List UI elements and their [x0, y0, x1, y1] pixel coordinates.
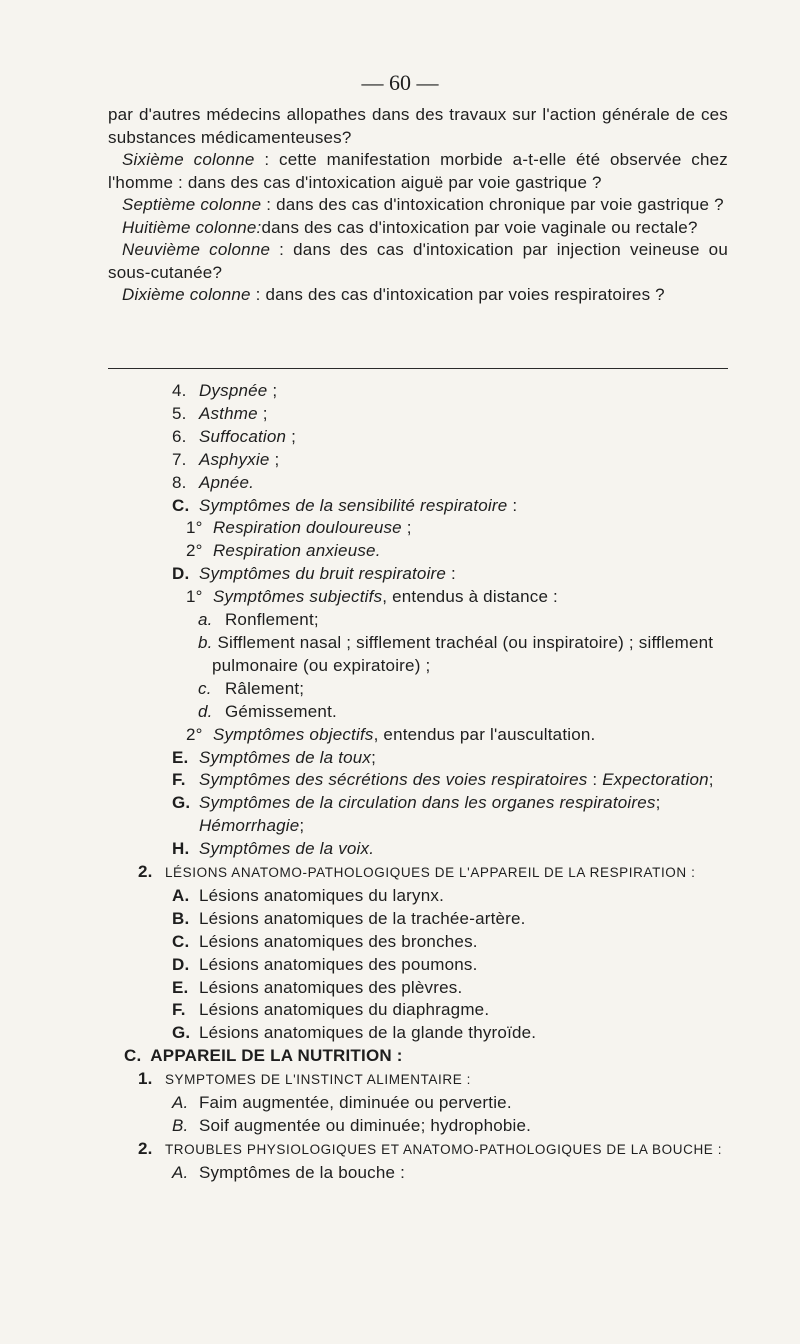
dixieme-label: Dixième colonne [122, 285, 251, 304]
section-number: 2. [138, 862, 153, 882]
item-number: 7. [172, 449, 187, 469]
item-text: Suffocation [198, 426, 287, 446]
intro-line: par d'autres médecins allopathes dans des travaux sur l'action générale de ces substances médicamenteuses? [108, 105, 728, 147]
item-text: Gémissement. [224, 701, 337, 721]
list-item [108, 426, 728, 449]
septieme-label: Septième colonne [122, 195, 262, 214]
section-1-heading [108, 1068, 728, 1092]
item-text: Respiration douloureuse [212, 518, 402, 538]
item-mark: E. [172, 977, 189, 997]
section-e-heading [108, 747, 728, 770]
septieme-paragraph [108, 194, 728, 217]
section-mark: C. [124, 1046, 142, 1066]
item-number: 1° [186, 518, 203, 538]
item-number: 2° [186, 541, 203, 561]
item-text: Lésions anatomiques des poumons. [198, 954, 478, 974]
item-number: 6. [172, 426, 187, 446]
list-item [108, 632, 728, 678]
item-text: Râlement; [224, 678, 305, 698]
item-mark: G. [172, 1023, 191, 1043]
section-d-heading [108, 563, 728, 586]
list-item [108, 1092, 728, 1115]
item-mark: B. [172, 908, 190, 928]
section-title: TROUBLES PHYSIOLOGIQUES ET ANATOMO-PATHOLOGIQUES DE LA BOUCHE : [164, 1141, 723, 1157]
list-item [108, 954, 728, 977]
section-subtitle: Expectoration [602, 770, 709, 790]
item-number: 1° [186, 587, 203, 607]
item-text: Asphyxie [198, 449, 270, 469]
item-suffix: ; [267, 381, 278, 400]
item-text: , entendus par l'auscultation. [373, 724, 596, 744]
section-mark: E. [172, 747, 189, 767]
section-separator: : [587, 770, 603, 790]
section-mark: D. [172, 564, 190, 584]
list-item [108, 609, 728, 632]
huitieme-paragraph [108, 217, 728, 240]
section-mark: H. [172, 839, 190, 859]
section-title: Symptômes du bruit respiratoire [198, 564, 447, 584]
item-text: , entendus à distance : [382, 587, 558, 607]
item-title: Symptômes objectifs [212, 724, 374, 744]
list-item [108, 885, 728, 908]
section-f-heading [108, 769, 728, 792]
huitieme-label: Huitième colonne: [122, 217, 262, 237]
list-item [108, 517, 728, 540]
item-text: Dyspnée [198, 381, 268, 400]
list-item [108, 403, 728, 426]
list-item [108, 1022, 728, 1045]
list-item [108, 1162, 728, 1185]
page-number: — 60 — [361, 70, 439, 95]
item-text: Lésions anatomiques de la glande thyroïde. [198, 1023, 537, 1043]
list-item [108, 908, 728, 931]
item-suffix: ; [286, 426, 297, 446]
dixieme-paragraph [108, 284, 728, 307]
horizontal-rule [108, 368, 728, 369]
list-item [108, 701, 728, 724]
item-text: Symptômes de la bouche : [198, 1162, 406, 1182]
section-title: Symptômes de la circulation dans les organes respiratoires [198, 793, 656, 813]
item-letter: d. [198, 701, 213, 721]
section-number: 1. [138, 1069, 153, 1089]
item-text: Faim augmentée, diminuée ou pervertie. [198, 1093, 512, 1113]
item-mark: B. [172, 1116, 189, 1135]
item-text: Lésions anatomiques du larynx. [198, 885, 445, 905]
item-mark: D. [172, 954, 190, 974]
section-title: Symptômes de la voix. [198, 839, 375, 859]
item-number: 5. [172, 403, 187, 423]
item-text: Ronflement; [224, 610, 319, 630]
item-letter: b. [198, 632, 213, 652]
item-suffix: ; [401, 518, 412, 538]
item-mark: A. [172, 1093, 189, 1113]
list-item [108, 1115, 728, 1138]
section-suffix: : [507, 495, 518, 515]
item-text: Asthme [198, 403, 258, 423]
section-2-heading [108, 861, 728, 885]
sixieme-paragraph [108, 149, 728, 194]
section-title: SYMPTOMES DE L'INSTINCT ALIMENTAIRE : [164, 1072, 472, 1088]
list-item [108, 380, 728, 403]
section-suffix: ; [655, 793, 661, 813]
neuvieme-text: : dans des cas d'intoxication par injection veineuse ou sous-cutanée? [108, 240, 728, 282]
list-item [108, 931, 728, 954]
section-mark: F. [172, 770, 186, 790]
item-mark: A. [172, 1162, 189, 1182]
item-text: Respiration anxieuse. [212, 541, 381, 561]
dixieme-text: : dans des cas d'intoxication par voies respiratoires ? [250, 285, 665, 304]
list-item [108, 999, 728, 1022]
section-title: Symptômes de la toux [198, 747, 372, 767]
section-number: 2. [138, 1138, 153, 1158]
list-item [108, 449, 728, 472]
section-subtitle: Hémorrhagie [198, 816, 300, 836]
item-letter: c. [198, 678, 212, 698]
section-suffix: : [446, 564, 456, 584]
item-number: 4. [172, 381, 187, 400]
item-number: 8. [172, 472, 187, 492]
item-title: Symptômes subjectifs [212, 587, 383, 607]
item-text: Sifflement nasal ; sifflement trachéal (ou inspiratoire) ; sifflement pulmonaire (ou expiratoire) ; [212, 632, 714, 675]
section-c-nutrition-heading [108, 1045, 728, 1068]
sixieme-text: : cette manifestation morbide a-t-elle été observée chez l'homme : dans des cas d'intoxication aiguë par voie gastrique ? [108, 150, 728, 192]
list-item [108, 472, 728, 495]
item-text: Lésions anatomiques du diaphragme. [198, 1000, 490, 1020]
section-title: Symptômes des sécrétions des voies respiratoires [198, 770, 588, 790]
section-h-heading [108, 838, 728, 861]
section-c-heading [108, 495, 728, 518]
item-suffix: ; [257, 403, 268, 423]
item-suffix: ; [269, 449, 280, 469]
list-item [108, 586, 728, 609]
item-text: Soif augmentée ou diminuée; hydrophobie. [198, 1116, 532, 1135]
section-suffix: ; [299, 816, 305, 836]
section-title: APPAREIL DE LA NUTRITION : [150, 1046, 403, 1066]
item-text: Lésions anatomiques des bronches. [198, 931, 478, 951]
section-title: LÉSIONS ANATOMO-PATHOLOGIQUES DE L'APPAREIL DE LA RESPIRATION : [164, 865, 696, 881]
item-text: Apnée. [198, 472, 255, 492]
section-mark: C. [172, 495, 190, 515]
list-item [108, 977, 728, 1000]
huitieme-text: dans des cas d'intoxication par voie vaginale ou rectale? [261, 217, 698, 237]
intro-text [108, 104, 728, 307]
septieme-text: : dans des cas d'intoxication chronique par voie gastrique ? [261, 195, 724, 214]
neuvieme-paragraph [108, 239, 728, 284]
item-letter: a. [198, 610, 213, 630]
list-item [108, 678, 728, 701]
item-text: Lésions anatomiques des plèvres. [198, 977, 463, 997]
section-2-nutrition-heading [108, 1138, 728, 1162]
list-item [108, 724, 728, 747]
list-item [108, 540, 728, 563]
section-mark: G. [172, 793, 191, 813]
section-g-heading [108, 792, 728, 838]
item-number: 2° [186, 724, 203, 744]
outline-list [108, 380, 728, 1185]
neuvieme-label: Neuvième colonne [122, 240, 271, 259]
section-suffix: ; [371, 747, 377, 767]
section-suffix: ; [708, 770, 714, 790]
item-mark: C. [172, 931, 190, 951]
item-text: Lésions anatomiques de la trachée-artère. [198, 908, 526, 928]
item-mark: F. [172, 1000, 186, 1020]
section-title: Symptômes de la sensibilité respiratoire [198, 495, 508, 515]
item-mark: A. [172, 885, 190, 905]
sixieme-label: Sixième colonne [122, 150, 255, 169]
